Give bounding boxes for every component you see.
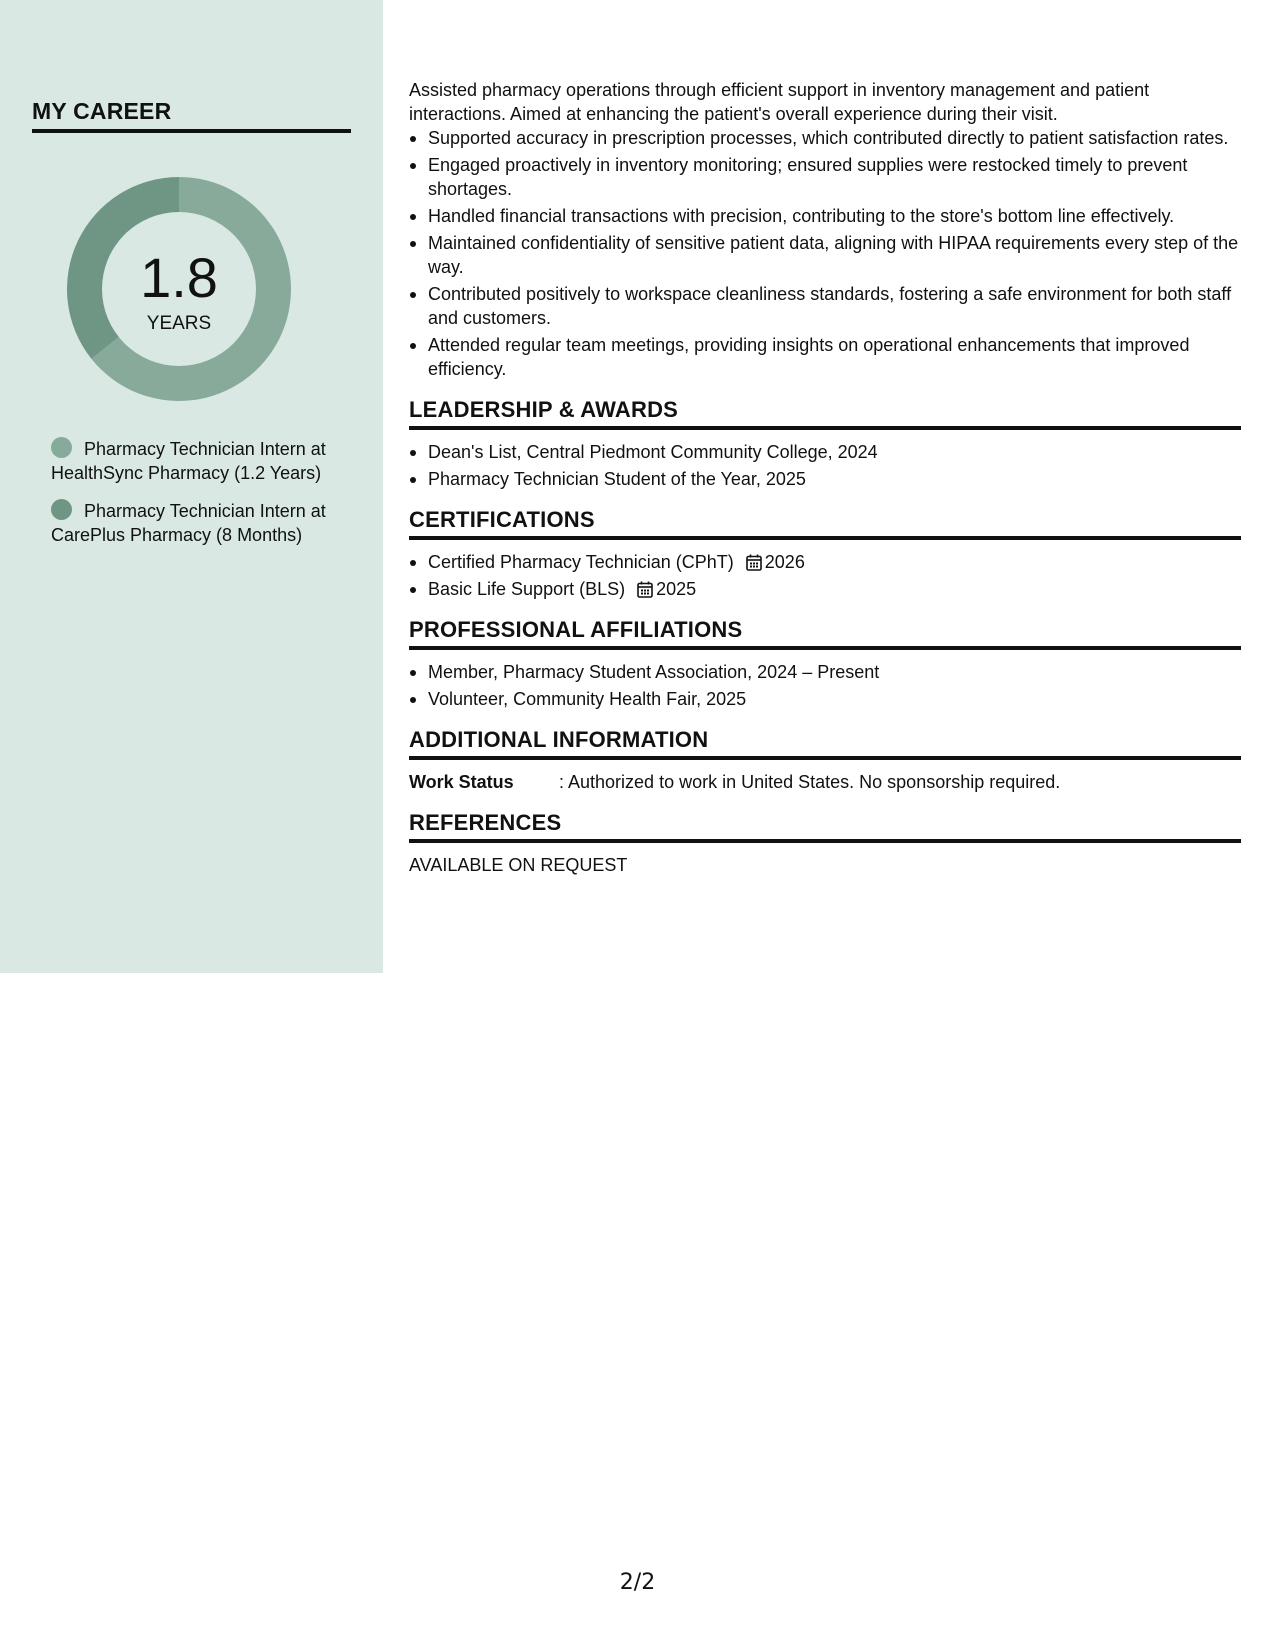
experience-summary: Assisted pharmacy operations through efficient support in inventory management and patient interactions. Aimed at enhancing the patient's overall experience during their visit. <box>409 80 1150 124</box>
certification-name: Basic Life Support (BLS) <box>428 579 626 599</box>
work-status-value: : Authorized to work in United States. No sponsorship required. <box>559 772 1061 792</box>
section-title: LEADERSHIP & AWARDS <box>409 397 1241 430</box>
list-item <box>409 577 1241 601</box>
legend-dot <box>51 499 72 520</box>
career-heading: MY CAREER <box>32 98 351 133</box>
section-title: ADDITIONAL INFORMATION <box>409 727 1241 760</box>
certification-name: Certified Pharmacy Technician (CPhT) <box>428 552 734 572</box>
career-legend-item <box>51 499 341 547</box>
career-legend-label: Pharmacy Technician Intern at CarePlus Pharmacy (8 Months) <box>51 501 326 545</box>
main-content <box>409 78 1241 877</box>
career-sidebar <box>0 0 383 973</box>
list-item: Supported accuracy in prescription processes, which contributed directly to patient satisfaction rates. <box>409 126 1241 150</box>
career-donut-chart <box>67 177 291 401</box>
list-item: Pharmacy Technician Student of the Year, 2025 <box>409 467 1241 491</box>
section-title: REFERENCES <box>409 810 1241 843</box>
legend-dot <box>51 437 72 458</box>
section-title: PROFESSIONAL AFFILIATIONS <box>409 617 1241 650</box>
certifications-list <box>409 550 1241 601</box>
list-item: Attended regular team meetings, providing insights on operational enhancements that improved efficiency. <box>409 333 1241 381</box>
work-status-label: Work Status <box>409 772 514 792</box>
list-item: Member, Pharmacy Student Association, 2024 – Present <box>409 660 1241 684</box>
list-item: Dean's List, Central Piedmont Community College, 2024 <box>409 440 1241 464</box>
career-legend-item <box>51 437 341 485</box>
leadership-section <box>409 397 1241 491</box>
list-item: Volunteer, Community Health Fair, 2025 <box>409 687 1241 711</box>
career-legend-label: Pharmacy Technician Intern at HealthSync Pharmacy (1.2 Years) <box>51 439 326 483</box>
certification-year: 2025 <box>656 579 697 599</box>
certifications-section <box>409 507 1241 601</box>
work-status-row <box>409 770 1241 794</box>
career-total-value: 1.8 <box>140 246 218 309</box>
list-item: Contributed positively to workspace cleanliness standards, fostering a safe environment for both staff and customers. <box>409 282 1241 330</box>
calendar-icon <box>637 581 653 598</box>
list-item: Engaged proactively in inventory monitoring; ensured supplies were restocked timely to prevent shortages. <box>409 153 1241 201</box>
career-total-unit: YEARS <box>146 313 212 334</box>
leadership-list <box>409 440 1241 491</box>
list-item <box>409 550 1241 574</box>
additional-info-section <box>409 727 1241 794</box>
career-legend <box>51 437 341 561</box>
affiliations-section <box>409 617 1241 711</box>
list-item: Maintained confidentiality of sensitive patient data, aligning with HIPAA requirements every step of the way. <box>409 231 1241 279</box>
calendar-icon <box>746 554 762 571</box>
experience-bullets <box>409 126 1241 381</box>
list-item: Handled financial transactions with precision, contributing to the store's bottom line effectively. <box>409 204 1241 228</box>
references-text: AVAILABLE ON REQUEST <box>409 855 628 875</box>
certification-year: 2026 <box>764 552 805 572</box>
affiliations-list <box>409 660 1241 711</box>
references-section <box>409 810 1241 877</box>
section-title: CERTIFICATIONS <box>409 507 1241 540</box>
page-number: 2/2 <box>619 1570 656 1595</box>
